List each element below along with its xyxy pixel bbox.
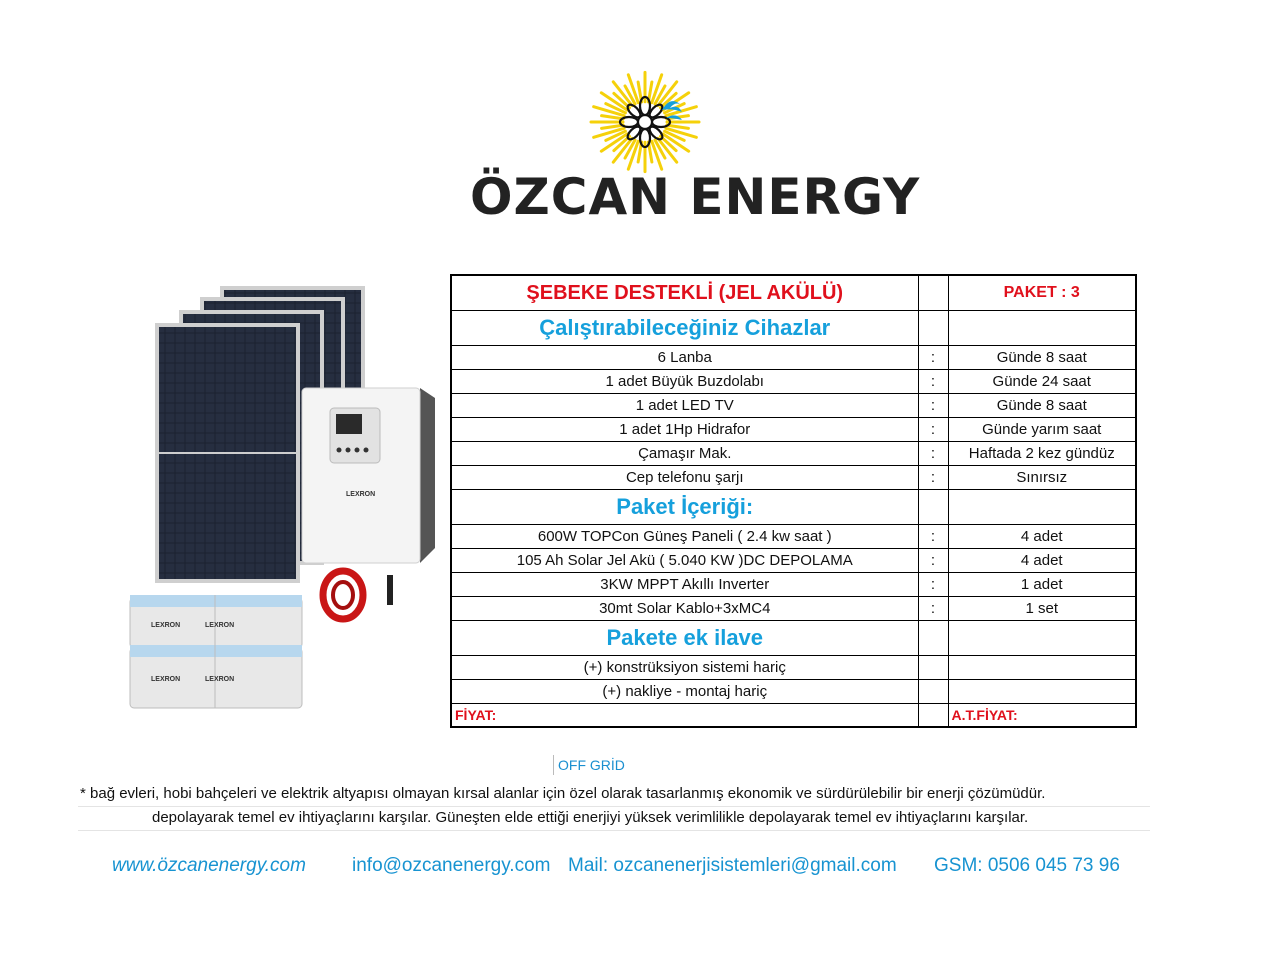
row-value: 4 adet xyxy=(948,549,1136,573)
battery-brand-label-4: LEXRON xyxy=(205,676,235,683)
solar-kit-illustration xyxy=(125,283,445,713)
price-label: FİYAT: xyxy=(451,704,918,728)
row-item: 1 adet LED TV xyxy=(451,394,918,418)
row-separator xyxy=(918,680,948,704)
at-price-label: A.T.FİYAT: xyxy=(948,704,1136,728)
row-item: 6 Lanba xyxy=(451,346,918,370)
row-item: 105 Ah Solar Jel Akü ( 5.040 KW )DC DEPOLAMA xyxy=(451,549,918,573)
sun-logo-icon xyxy=(578,66,712,178)
table-row xyxy=(451,394,1136,418)
description-line-1: * bağ evleri, hobi bahçeleri ve elektrik altyapısı olmayan kırsal alanlar için özel olarak tasarlanmış ekonomik ve sürdürülebilir bir enerji çözümüdür. xyxy=(80,785,1046,802)
row-item: 30mt Solar Kablo+3xMC4 xyxy=(451,597,918,621)
row-value xyxy=(948,680,1136,704)
table-row xyxy=(451,442,1136,466)
empty-cell xyxy=(948,490,1136,525)
section-heading-row xyxy=(451,490,1136,525)
row-value: 4 adet xyxy=(948,525,1136,549)
row-item: 600W TOPCon Güneş Paneli ( 2.4 kw saat ) xyxy=(451,525,918,549)
row-value: Günde 8 saat xyxy=(948,346,1136,370)
divider xyxy=(78,806,1150,807)
section-heading-row xyxy=(451,621,1136,656)
contact-bar xyxy=(112,855,1172,883)
row-separator: : xyxy=(918,442,948,466)
empty-cell xyxy=(918,311,948,346)
package-title: ŞEBEKE DESTEKLİ (JEL AKÜLÜ) xyxy=(451,275,918,311)
row-separator: : xyxy=(918,597,948,621)
phone-number[interactable]: GSM: 0506 045 73 96 xyxy=(934,855,1120,876)
table-header-row xyxy=(451,275,1136,311)
table-row xyxy=(451,680,1136,704)
battery-icon xyxy=(130,595,302,708)
table-row xyxy=(451,418,1136,442)
divider xyxy=(78,830,1150,831)
table-row xyxy=(451,549,1136,573)
package-number: PAKET : 3 xyxy=(948,275,1136,311)
row-value: Haftada 2 kez gündüz xyxy=(948,442,1136,466)
row-value xyxy=(948,656,1136,680)
empty-cell xyxy=(918,490,948,525)
row-item: Çamaşır Mak. xyxy=(451,442,918,466)
row-separator xyxy=(918,656,948,680)
section-heading: Çalıştırabileceğiniz Cihazlar xyxy=(451,311,918,346)
table-row xyxy=(451,370,1136,394)
row-item: (+) nakliye - montaj hariç xyxy=(451,680,918,704)
cable-icon xyxy=(323,571,393,619)
row-value: Sınırsız xyxy=(948,466,1136,490)
header-empty-cell xyxy=(918,275,948,311)
row-separator: : xyxy=(918,346,948,370)
mail-email-link[interactable]: Mail: ozcanenerjisistemleri@gmail.com xyxy=(568,855,897,876)
battery-brand-label-2: LEXRON xyxy=(205,622,235,629)
table-row xyxy=(451,656,1136,680)
section-heading-row xyxy=(451,311,1136,346)
empty-cell xyxy=(918,621,948,656)
description-line-2: depolayarak temel ev ihtiyaçlarını karşılar. Güneşten elde ettiği enerjiyi yüksek verimlilikle depolayarak temel ev ihtiyaçlarını karşılar. xyxy=(152,809,1029,826)
website-link[interactable]: www.özcanenergy.com xyxy=(112,855,306,876)
battery-brand-label-1: LEXRON xyxy=(151,622,181,629)
row-separator: : xyxy=(918,370,948,394)
row-item: (+) konstrüksiyon sistemi hariç xyxy=(451,656,918,680)
row-value: 1 set xyxy=(948,597,1136,621)
brand-name: ÖZCAN ENERGY xyxy=(470,168,921,226)
row-item: 1 adet Büyük Buzdolabı xyxy=(451,370,918,394)
empty-cell xyxy=(918,704,948,728)
row-separator: : xyxy=(918,394,948,418)
row-item: 3KW MPPT Akıllı Inverter xyxy=(451,573,918,597)
row-separator: : xyxy=(918,525,948,549)
table-row xyxy=(451,573,1136,597)
section-heading: Pakete ek ilave xyxy=(451,621,918,656)
row-separator: : xyxy=(918,549,948,573)
row-separator: : xyxy=(918,466,948,490)
table-row xyxy=(451,346,1136,370)
price-row xyxy=(451,704,1136,728)
section-heading: Paket İçeriği: xyxy=(451,490,918,525)
row-value: 1 adet xyxy=(948,573,1136,597)
package-table xyxy=(450,274,1137,728)
row-value: Günde yarım saat xyxy=(948,418,1136,442)
inverter-icon xyxy=(302,388,435,563)
off-grid-label: OFF GRİD xyxy=(553,755,625,775)
inverter-brand-label: LEXRON xyxy=(346,491,376,498)
empty-cell xyxy=(948,311,1136,346)
table-row xyxy=(451,525,1136,549)
row-separator: : xyxy=(918,418,948,442)
row-separator: : xyxy=(918,573,948,597)
info-email-link[interactable]: info@ozcanenergy.com xyxy=(352,855,551,876)
row-item: Cep telefonu şarjı xyxy=(451,466,918,490)
table-row xyxy=(451,466,1136,490)
row-item: 1 adet 1Hp Hidrafor xyxy=(451,418,918,442)
row-value: Günde 8 saat xyxy=(948,394,1136,418)
empty-cell xyxy=(948,621,1136,656)
battery-brand-label-3: LEXRON xyxy=(151,676,181,683)
row-value: Günde 24 saat xyxy=(948,370,1136,394)
table-row xyxy=(451,597,1136,621)
